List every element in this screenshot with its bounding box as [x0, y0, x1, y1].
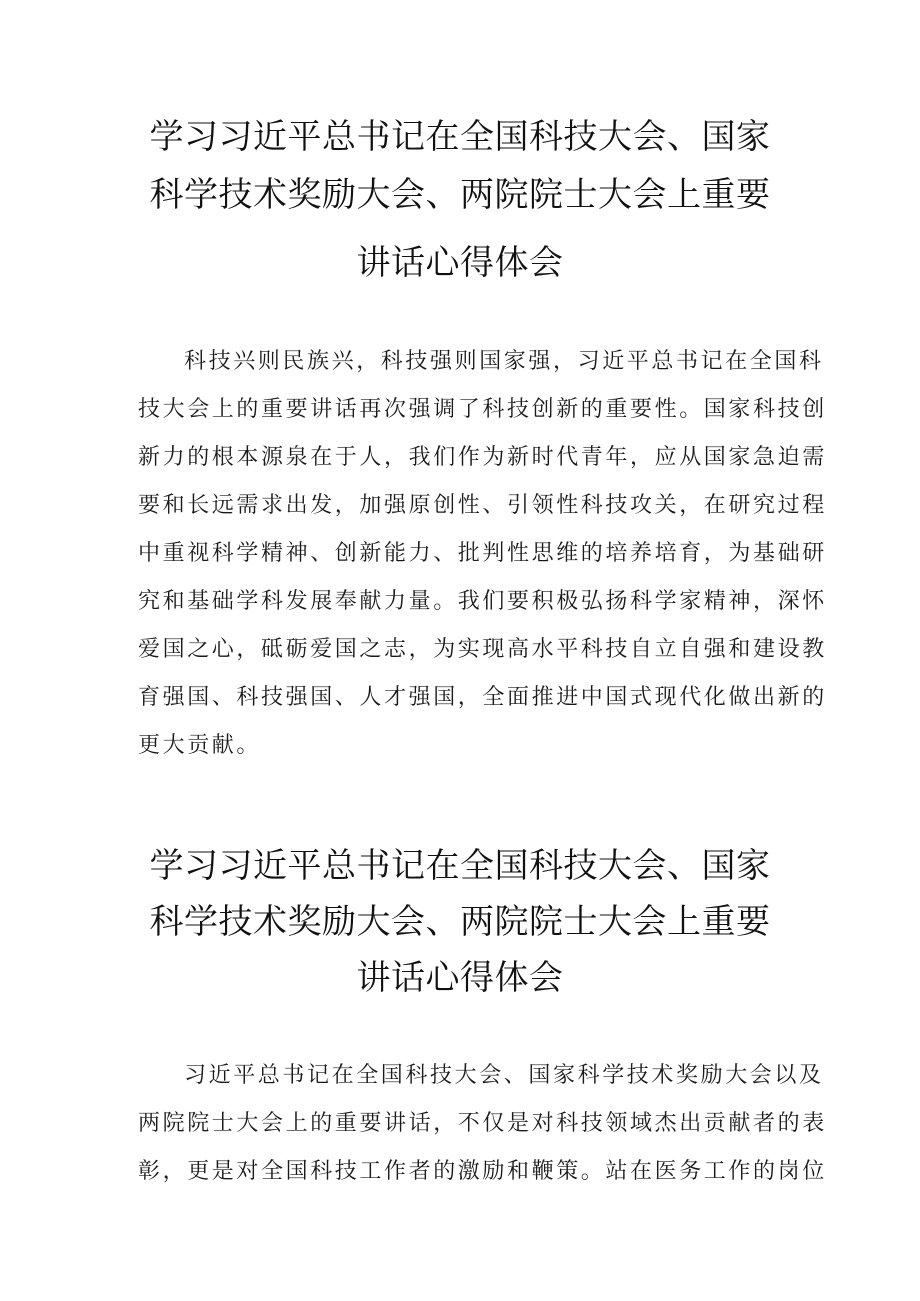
title-line: 讲话心得体会 — [356, 243, 564, 283]
paragraph-line: 爱国之心，砥砺爱国之志，为实现高水平科技自立自强和建设教 — [138, 637, 827, 662]
paragraph-line: 新力的根本源泉在于人，我们作为新时代青年，应从国家急迫需 — [138, 445, 827, 470]
title-line: 科学技术奖励大会、两院院士大会上重要 — [149, 902, 771, 942]
section-2-paragraph — [138, 1052, 827, 1196]
paragraph-line: 要和长远需求出发，加强原创性、引领性科技攻关，在研究过程 — [138, 493, 827, 518]
paragraph-line: 更大贡献。 — [138, 733, 262, 758]
paragraph-line: 究和基础学科发展奉献力量。我们要积极弘扬科学家精神，深怀 — [138, 589, 827, 614]
title-line: 学习习近平总书记在全国科技大会、国家 — [149, 846, 771, 886]
paragraph-line: 育强国、科技强国、人才强国，全面推进中国式现代化做出新的 — [138, 685, 827, 710]
title-line: 讲话心得体会 — [356, 958, 564, 998]
title-line: 科学技术奖励大会、两院院士大会上重要 — [149, 175, 771, 215]
section-1-title — [110, 108, 810, 292]
paragraph-line: 习近平总书记在全国科技大会、国家科学技术奖励大会以及 — [184, 1063, 824, 1088]
section-2-title — [110, 838, 810, 1006]
paragraph-line: 两院院士大会上的重要讲话，不仅是对科技领域杰出贡献者的表 — [138, 1111, 827, 1136]
paragraph-line: 技大会上的重要讲话再次强调了科技创新的重要性。国家科技创 — [138, 397, 827, 422]
section-1-paragraph — [138, 338, 827, 770]
title-line: 学习习近平总书记在全国科技大会、国家 — [149, 117, 771, 157]
paragraph-line: 彰，更是对全国科技工作者的激励和鞭策。站在医务工作的岗位 — [138, 1159, 827, 1184]
paragraph-line: 中重视科学精神、创新能力、批判性思维的培养培育，为基础研 — [138, 541, 827, 566]
paragraph-line: 科技兴则民族兴，科技强则国家强，习近平总书记在全国科 — [184, 349, 824, 374]
